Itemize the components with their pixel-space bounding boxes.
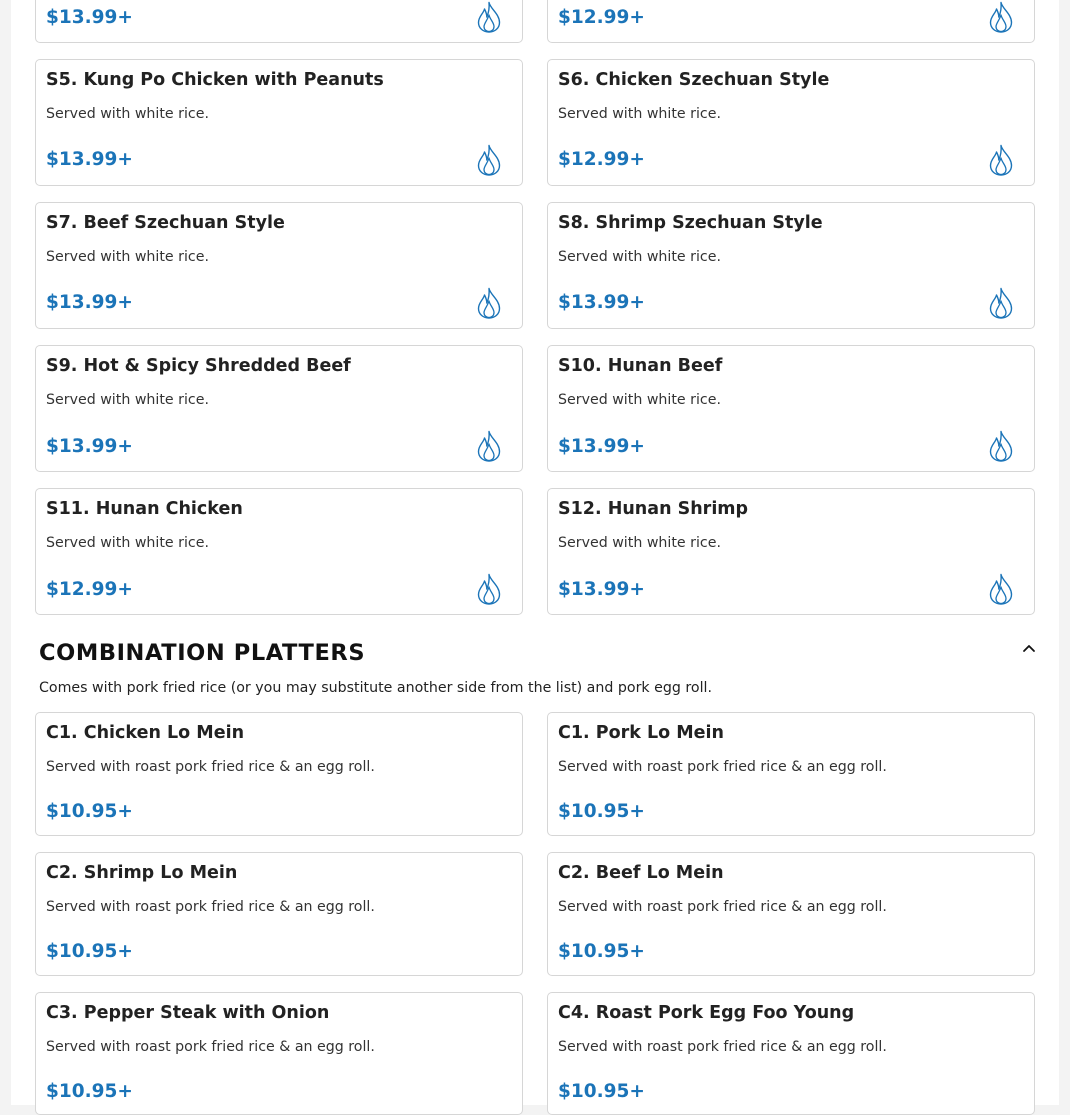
menu-item-card[interactable] <box>547 852 1035 976</box>
menu-item-card[interactable] <box>547 712 1035 836</box>
item-price: $13.99+ <box>46 436 133 457</box>
item-price: $10.95+ <box>46 801 133 822</box>
item-description: Served with white rice. <box>46 535 209 551</box>
item-price: $13.99+ <box>46 7 133 28</box>
menu-item-card[interactable] <box>35 488 523 615</box>
item-description: Served with white rice. <box>558 392 721 408</box>
item-price: $13.99+ <box>46 149 133 170</box>
menu-item-card[interactable] <box>547 992 1035 1115</box>
menu-item-card[interactable] <box>35 992 523 1115</box>
item-description: Served with white rice. <box>558 249 721 265</box>
menu-item-card[interactable] <box>547 202 1035 329</box>
flame-icon <box>987 573 1015 605</box>
menu-item-card[interactable] <box>35 59 523 186</box>
item-description: Served with white rice. <box>46 106 209 122</box>
item-description: Served with white rice. <box>558 106 721 122</box>
flame-icon <box>987 144 1015 176</box>
item-price: $13.99+ <box>558 292 645 313</box>
flame-icon <box>987 287 1015 319</box>
flame-icon <box>987 430 1015 462</box>
item-name: C1. Pork Lo Mein <box>558 723 724 743</box>
flame-icon <box>475 1 503 33</box>
menu-item-card[interactable] <box>547 0 1035 43</box>
item-name: S6. Chicken Szechuan Style <box>558 70 830 90</box>
item-price: $12.99+ <box>46 579 133 600</box>
item-name: C1. Chicken Lo Mein <box>46 723 245 743</box>
item-name: S11. Hunan Chicken <box>46 499 243 519</box>
menu-item-card[interactable] <box>35 852 523 976</box>
flame-icon <box>475 573 503 605</box>
menu-item-card[interactable] <box>547 59 1035 186</box>
chevron-up-icon[interactable] <box>1021 640 1037 656</box>
item-price: $13.99+ <box>46 292 133 313</box>
menu-item-card[interactable] <box>547 345 1035 472</box>
item-price: $13.99+ <box>558 579 645 600</box>
item-price: $10.95+ <box>46 1081 133 1102</box>
item-description: Served with roast pork fried rice & an egg roll. <box>558 899 887 915</box>
menu-item-card[interactable] <box>35 345 523 472</box>
item-description: Served with white rice. <box>46 392 209 408</box>
item-name: S8. Shrimp Szechuan Style <box>558 213 823 233</box>
item-price: $10.95+ <box>46 941 133 962</box>
item-description: Served with roast pork fried rice & an egg roll. <box>558 1039 887 1055</box>
item-price: $10.95+ <box>558 941 645 962</box>
item-name: C3. Pepper Steak with Onion <box>46 1003 330 1023</box>
item-name: C4. Roast Pork Egg Foo Young <box>558 1003 855 1023</box>
flame-icon <box>987 1 1015 33</box>
item-price: $13.99+ <box>558 436 645 457</box>
item-name: C2. Shrimp Lo Mein <box>46 863 238 883</box>
section-header-combination-platters[interactable] <box>39 640 1037 674</box>
item-name: S12. Hunan Shrimp <box>558 499 749 519</box>
menu-item-card[interactable] <box>547 488 1035 615</box>
item-description: Served with white rice. <box>46 249 209 265</box>
item-price: $12.99+ <box>558 149 645 170</box>
menu-item-card[interactable] <box>35 202 523 329</box>
item-name: C2. Beef Lo Mein <box>558 863 724 883</box>
item-description: Served with roast pork fried rice & an egg roll. <box>46 1039 375 1055</box>
item-description: Served with roast pork fried rice & an egg roll. <box>46 899 375 915</box>
flame-icon <box>475 144 503 176</box>
item-description: Served with roast pork fried rice & an egg roll. <box>46 759 375 775</box>
section-title: COMBINATION PLATTERS <box>39 640 366 666</box>
item-description: Served with roast pork fried rice & an egg roll. <box>558 759 887 775</box>
flame-icon <box>475 287 503 319</box>
item-name: S9. Hot & Spicy Shredded Beef <box>46 356 351 376</box>
item-price: $10.95+ <box>558 801 645 822</box>
item-price: $10.95+ <box>558 1081 645 1102</box>
item-description: Served with white rice. <box>558 535 721 551</box>
menu-item-card[interactable] <box>35 0 523 43</box>
flame-icon <box>475 430 503 462</box>
item-name: S7. Beef Szechuan Style <box>46 213 285 233</box>
item-name: S5. Kung Po Chicken with Peanuts <box>46 70 384 90</box>
menu-item-card[interactable] <box>35 712 523 836</box>
item-name: S10. Hunan Beef <box>558 356 723 376</box>
section-description: Comes with pork fried rice (or you may substitute another side from the list) and pork egg roll. <box>39 680 712 696</box>
item-price: $12.99+ <box>558 7 645 28</box>
